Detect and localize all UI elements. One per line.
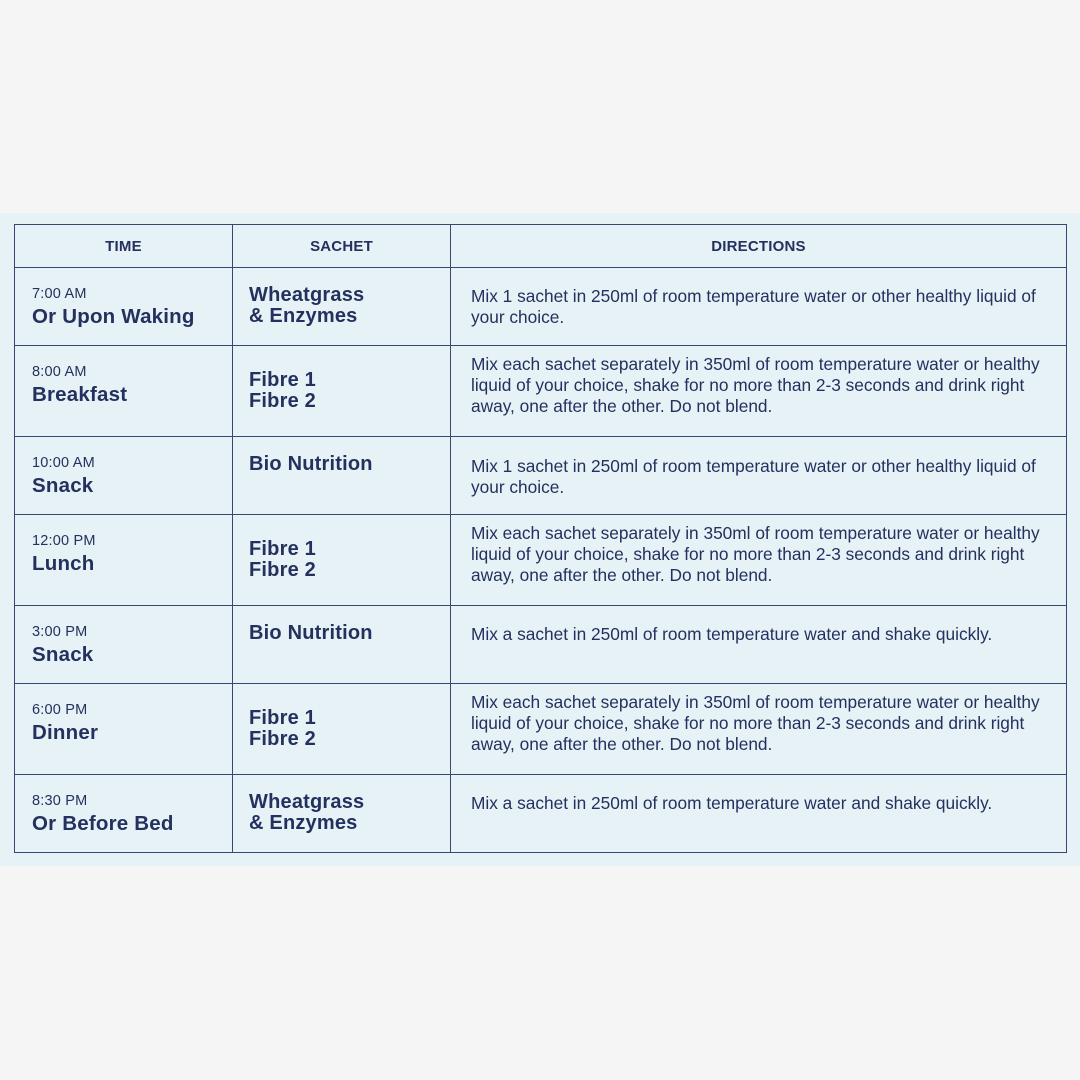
- sachet-name: Bio Nutrition: [249, 453, 373, 475]
- sachet-name: Fibre 1: [249, 707, 316, 729]
- directions-cell: Mix each sachet separately in 350ml of room temperature water or healthy liquid of your choice, shake for no more than 2-3 seconds and drink right away, one after the other. Do not blend.: [451, 515, 1067, 606]
- table-row: [15, 606, 1067, 684]
- meal-label: Breakfast: [32, 383, 128, 406]
- table-row: [15, 775, 1067, 853]
- table-row: [15, 515, 1067, 606]
- clock-time: 6:00 PM: [32, 702, 88, 718]
- sachet-schedule-table: [14, 224, 1067, 853]
- clock-time: 10:00 AM: [32, 455, 95, 471]
- header-row: [15, 225, 1067, 268]
- sachet-name: & Enzymes: [249, 812, 358, 834]
- time-cell: [15, 606, 233, 684]
- directions-cell: Mix 1 sachet in 250ml of room temperature water or other healthy liquid of your choice.: [451, 268, 1067, 346]
- sachet-name: & Enzymes: [249, 305, 358, 327]
- clock-time: 8:00 AM: [32, 364, 87, 380]
- sachet-cell: [233, 606, 451, 684]
- time-cell: [15, 346, 233, 437]
- table-row: [15, 346, 1067, 437]
- sachet-cell: [233, 515, 451, 606]
- time-cell: [15, 684, 233, 775]
- clock-time: 3:00 PM: [32, 624, 88, 640]
- meal-label: Lunch: [32, 552, 95, 575]
- clock-time: 8:30 PM: [32, 793, 88, 809]
- sachet-name: Fibre 1: [249, 369, 316, 391]
- sachet-name: Bio Nutrition: [249, 622, 373, 644]
- meal-label: Snack: [32, 643, 94, 666]
- directions-cell: Mix each sachet separately in 350ml of room temperature water or healthy liquid of your choice, shake for no more than 2-3 seconds and drink right away, one after the other. Do not blend.: [451, 346, 1067, 437]
- directions-cell: Mix a sachet in 250ml of room temperature water and shake quickly.: [451, 606, 1067, 684]
- sachet-name: Fibre 2: [249, 728, 316, 750]
- sachet-cell: [233, 775, 451, 853]
- sachet-cell: [233, 684, 451, 775]
- clock-time: 7:00 AM: [32, 286, 87, 302]
- meal-label: Or Upon Waking: [32, 305, 195, 328]
- sachet-name: Fibre 1: [249, 538, 316, 560]
- sachet-name: Wheatgrass: [249, 284, 365, 306]
- table-row: [15, 268, 1067, 346]
- time-column-header: TIME: [15, 225, 233, 268]
- directions-cell: Mix a sachet in 250ml of room temperature water and shake quickly.: [451, 775, 1067, 853]
- directions-cell: Mix each sachet separately in 350ml of room temperature water or healthy liquid of your choice, shake for no more than 2-3 seconds and drink right away, one after the other. Do not blend.: [451, 684, 1067, 775]
- clock-time: 12:00 PM: [32, 533, 96, 549]
- sachet-column-header: SACHET: [233, 225, 451, 268]
- time-cell: [15, 515, 233, 606]
- table-row: [15, 684, 1067, 775]
- sachet-cell: [233, 437, 451, 515]
- directions-column-header: DIRECTIONS: [451, 225, 1067, 268]
- time-cell: [15, 775, 233, 853]
- sachet-name: Fibre 2: [249, 390, 316, 412]
- time-cell: [15, 437, 233, 515]
- meal-label: Snack: [32, 474, 94, 497]
- directions-cell: Mix 1 sachet in 250ml of room temperature water or other healthy liquid of your choice.: [451, 437, 1067, 515]
- table-row: [15, 437, 1067, 515]
- sachet-cell: [233, 346, 451, 437]
- sachet-name: Wheatgrass: [249, 791, 365, 813]
- time-cell: [15, 268, 233, 346]
- sachet-cell: [233, 268, 451, 346]
- sachet-name: Fibre 2: [249, 559, 316, 581]
- meal-label: Dinner: [32, 721, 99, 744]
- meal-label: Or Before Bed: [32, 812, 174, 835]
